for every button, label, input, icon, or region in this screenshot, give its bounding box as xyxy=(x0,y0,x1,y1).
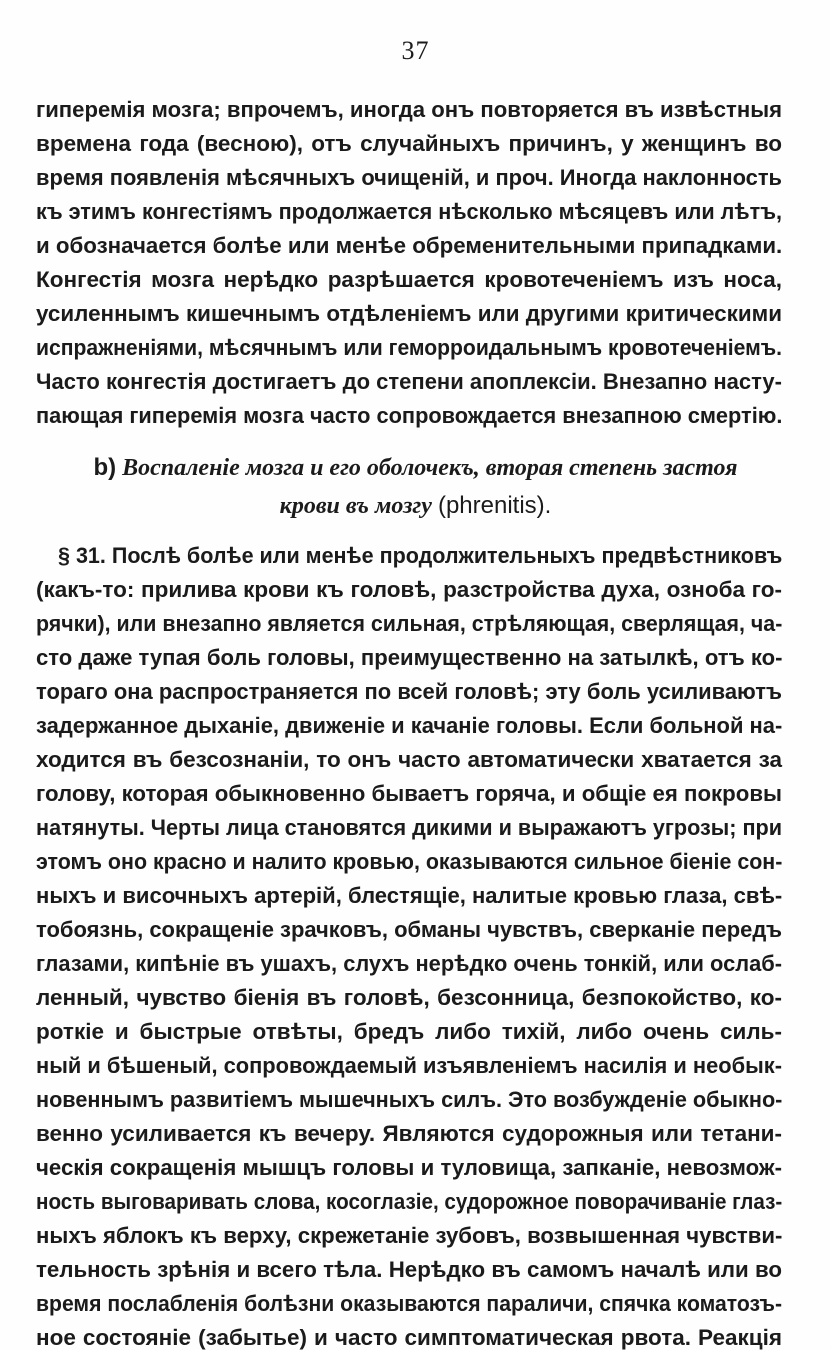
text-line: сто даже тупая боль головы, преимущественно на затылкѣ, отъ ко- xyxy=(36,645,783,670)
text-line: время появленія мѣсячныхъ очищеній, и проч. Иногда наклонность xyxy=(36,165,782,190)
text-line: (какъ-то: прилива крови къ головѣ, разстройства духа, озноба го- xyxy=(36,577,782,602)
text-line: къ этимъ конгестіямъ продолжается нѣсколько мѣсяцевъ или лѣтъ, xyxy=(36,199,782,224)
text-line: испражненіями, мѣсячнымъ или геморроидальнымъ кровотеченіемъ. xyxy=(36,335,782,360)
text-line-first xyxy=(58,541,782,571)
heading-line-1 xyxy=(0,452,831,484)
text-line: тельность зрѣнія и всего тѣла. Нерѣдко въ самомъ началѣ или во xyxy=(36,1257,782,1282)
text-line: венно усиливается къ вечеру. Являются судорожныя или тетани- xyxy=(36,1121,782,1146)
text-line: этомъ оно красно и налито кровью, оказываются сильное біеніе сон- xyxy=(36,849,783,874)
text-line: ческія сокращенія мышцъ головы и туловища, запканіе, невозмож- xyxy=(36,1155,782,1180)
text-line: ныхъ и височныхъ артерій, блестящіе, налитые кровью глаза, свѣ- xyxy=(36,883,783,908)
text-line: тобоязнь, сокращеніе зрачковъ, обманы чувствъ, сверканіе передъ xyxy=(36,917,783,942)
text-line: рячки), или внезапно является сильная, стрѣляющая, сверлящая, ча- xyxy=(36,611,783,636)
section-first-line: Послѣ болѣе или менѣе продолжительныхъ предвѣстниковъ xyxy=(111,543,783,568)
text-line: ныхъ яблокъ къ верху, скрежетаніе зубовъ, возвышенная чувстви- xyxy=(36,1223,783,1248)
text-line: ленный, чувство біенія въ головѣ, безсонница, безпокойство, ко- xyxy=(36,985,782,1010)
text-line: ный и бѣшеный, сопровождаемый изъявленіемъ насилія и необык- xyxy=(36,1053,782,1078)
text-line: Конгестія мозга нерѣдко разрѣшается кровотеченіемъ изъ носа, xyxy=(36,267,782,292)
heading-latin-term: (phrenitis). xyxy=(437,492,552,519)
text-line: задержанное дыханіе, движеніе и качаніе головы. Если больной на- xyxy=(36,713,783,738)
heading-title-cont: крови въ мозгу xyxy=(279,493,432,519)
text-line: новеннымъ развитіемъ мышечныхъ силъ. Это возбужденіе обыкно- xyxy=(36,1087,783,1112)
text-line: ное состояніе (забытье) и часто симптоматическая рвота. Реакція xyxy=(36,1325,782,1350)
text-line: усиленнымъ кишечнымъ отдѣленіемъ или другими критическими xyxy=(36,301,782,326)
heading-line-2 xyxy=(0,490,831,522)
text-line: Часто конгестія достигаетъ до степени апоплексіи. Внезапно насту- xyxy=(36,369,782,394)
section-number: § 31. xyxy=(58,543,106,568)
text-line: время послабленія болѣзни оказываются параличи, спячка коматозъ- xyxy=(36,1291,782,1316)
text-line: тораго она распространяется по всей головѣ; эту боль усиливаютъ xyxy=(36,679,782,704)
text-line: и обозначается болѣе или менѣе обременительными припадками. xyxy=(36,233,783,258)
text-line: глазами, кипѣніе въ ушахъ, слухъ нерѣдко очень тонкій, или ослаб- xyxy=(36,951,782,976)
text-line: времена года (весною), отъ случайныхъ причинъ, у женщинъ во xyxy=(36,131,782,156)
text-line: гиперемія мозга; впрочемъ, иногда онъ повторяется въ извѣстныя xyxy=(36,97,782,122)
page-number: 37 xyxy=(401,36,430,65)
text-line: голову, которая обыкновенно бываетъ горяча, и общіе ея покровы xyxy=(36,781,782,806)
text-line: ность выговаривать слова, косоглазіе, судорожное поворачиваніе глаз- xyxy=(36,1189,783,1214)
text-line: ходится въ безсознаніи, то онъ часто автоматически хватается за xyxy=(36,747,782,772)
text-line: натянуты. Черты лица становятся дикими и выражаютъ угрозы; при xyxy=(36,815,783,840)
heading-title: Воспаленіе мозга и его оболочекъ, вторая степень застоя xyxy=(122,455,738,481)
text-line: роткіе и быстрые отвѣты, бредъ либо тихій, либо очень силь- xyxy=(36,1019,782,1044)
text-line: пающая гиперемія мозга часто сопровождается внезапною смертію. xyxy=(36,403,783,428)
heading-marker: b) xyxy=(93,454,117,481)
